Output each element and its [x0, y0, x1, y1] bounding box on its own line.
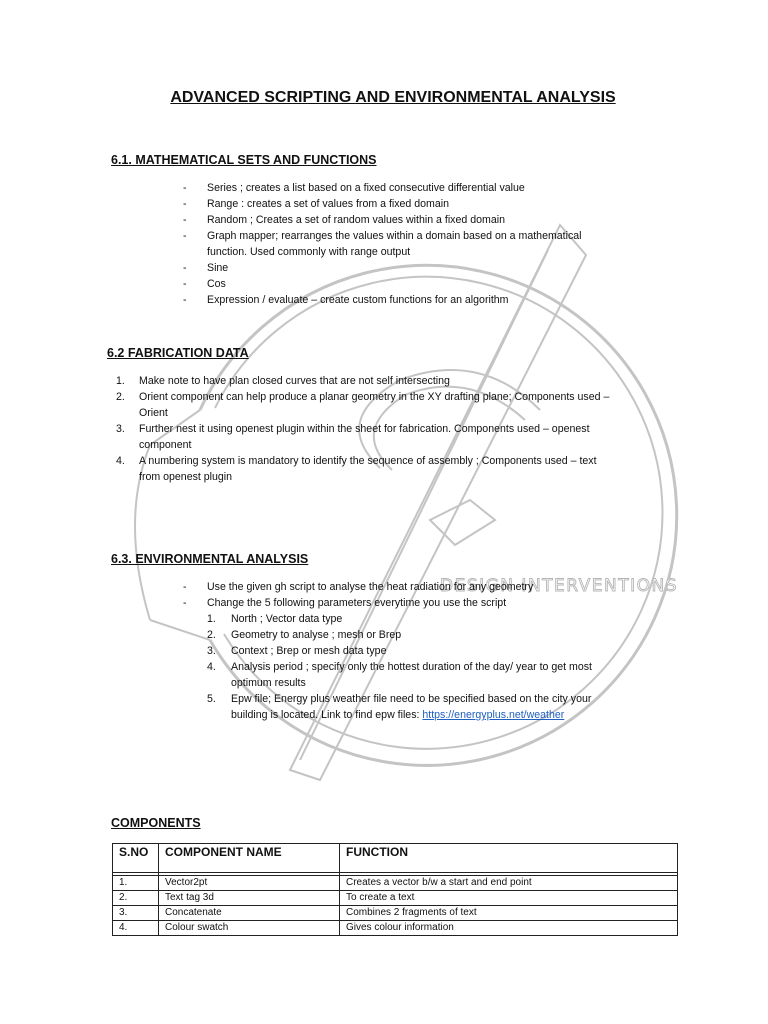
section-heading-fabrication: 6.2 FABRICATION DATA: [107, 346, 249, 360]
table-cell-sno: 3.: [113, 906, 159, 921]
column-header-function: FUNCTION: [340, 844, 678, 873]
table-cell-function: To create a text: [340, 891, 678, 906]
table-row: [113, 891, 678, 906]
column-header-sno: S.NO: [113, 844, 159, 873]
table-cell-sno: 1.: [113, 876, 159, 891]
table-row: [113, 921, 678, 936]
table-cell-name: Concatenate: [159, 906, 340, 921]
epw-link[interactable]: https://energyplus.net/weather: [422, 709, 565, 721]
section-heading-math: 6.1. MATHEMATICAL SETS AND FUNCTIONS: [111, 153, 377, 167]
watermark-text: DESIGN INTERVENTIONS: [440, 576, 679, 596]
table-cell-name: Vector2pt: [159, 876, 340, 891]
components-table: [112, 843, 678, 936]
page-title: ADVANCED SCRIPTING AND ENVIRONMENTAL ANALYSIS: [170, 89, 616, 106]
table-cell-name: Text tag 3d: [159, 891, 340, 906]
param-text: building is located. Link to find epw files:: [231, 709, 423, 721]
table-cell-function: Creates a vector b/w a start and end point: [340, 876, 678, 891]
section-heading-environmental: 6.3. ENVIRONMENTAL ANALYSIS: [111, 552, 309, 566]
table-cell-function: Gives colour information: [340, 921, 678, 936]
column-header-component-name: COMPONENT NAME: [159, 844, 340, 873]
table-cell-sno: 2.: [113, 891, 159, 906]
table-row: [113, 906, 678, 921]
table-cell-function: Combines 2 fragments of text: [340, 906, 678, 921]
table-cell-sno: 4.: [113, 921, 159, 936]
table-header-row: [113, 844, 678, 873]
components-heading: COMPONENTS: [111, 816, 201, 830]
table-row: [113, 876, 678, 891]
table-cell-name: Colour swatch: [159, 921, 340, 936]
